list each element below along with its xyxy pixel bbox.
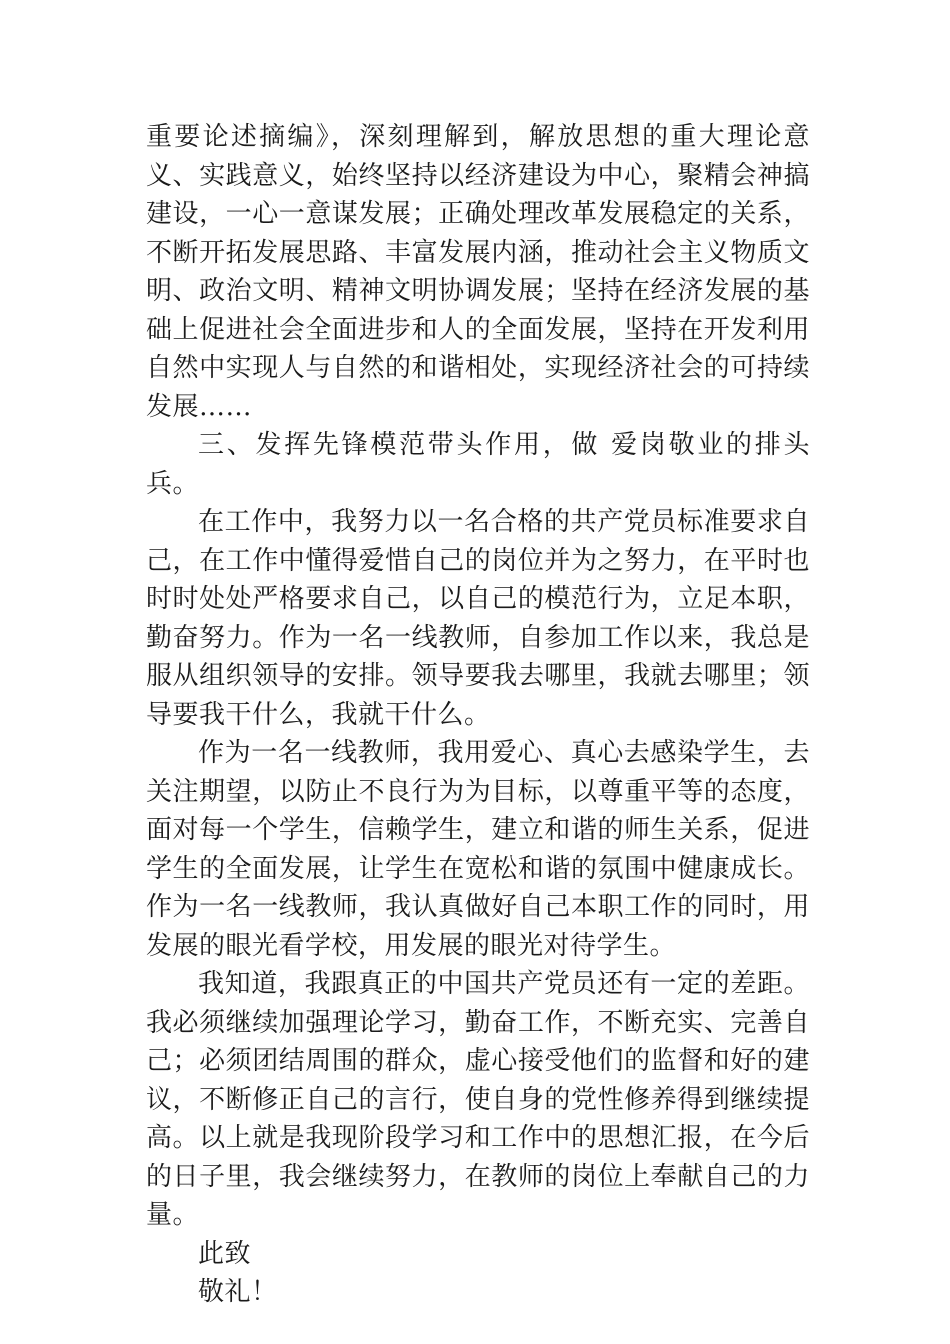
paragraph-continuation: 重要论述摘编》，深刻理解到，解放思想的重大理论意义、实践意义，始终坚持以经济建设为中心，聚精会神搞建设，一心一意谋发展；正确处理改革发展稳定的关系，不断开拓发展思路、丰富发展内涵，推动社会主义物质文明、政治文明、精神文明协调发展；坚持在经济发展的基础上促进社会全面进步和人的全面发展，坚持在开发利用自然中实现人与自然的和谐相处，实现经济社会的可持续发展…… — [146, 122, 810, 422]
paragraph-conclusion: 我知道，我跟真正的中国共产党员还有一定的差距。我必须继续加强理论学习，勤奋工作，不断充实、完善自己；必须团结周围的群众，虚心接受他们的监督和好的建议，不断修正自己的言行，使自身的党性修养得到继续提高。以上就是我现阶段学习和工作中的思想汇报，在今后的日子里，我会继续努力，在教师的岗位上奉献自己的力量。 — [146, 969, 810, 1230]
paragraph-teacher: 作为一名一线教师，我用爱心、真心去感染学生，去关注期望，以防止不良行为为目标，以尊重平等的态度，面对每一个学生，信赖学生，建立和谐的师生关系，促进学生的全面发展，让学生在宽松和谐的氛围中健康成长。作为一名一线教师，我认真做好自己本职工作的同时，用发展的眼光看学校，用发展的眼光对待学生。 — [146, 738, 810, 961]
paragraph-work: 在工作中，我努力以一名合格的共产党员标准要求自己，在工作中懂得爱惜自己的岗位并为之努力，在平时也时时处处严格要求自己，以自己的模范行为，立足本职，勤奋努力。作为一名一线教师，自参加工作以来，我总是服从组织领导的安排。领导要我去哪里，我就去哪里；领导要我干什么，我就干什么。 — [146, 507, 810, 730]
section-heading-3: 三、发挥先锋模范带头作用，做 爱岗敬业的排头兵。 — [146, 430, 810, 499]
closing-regards: 敬礼！ — [198, 1277, 278, 1307]
document-body — [146, 118, 810, 1312]
closing-salutation: 此致 — [198, 1238, 252, 1269]
